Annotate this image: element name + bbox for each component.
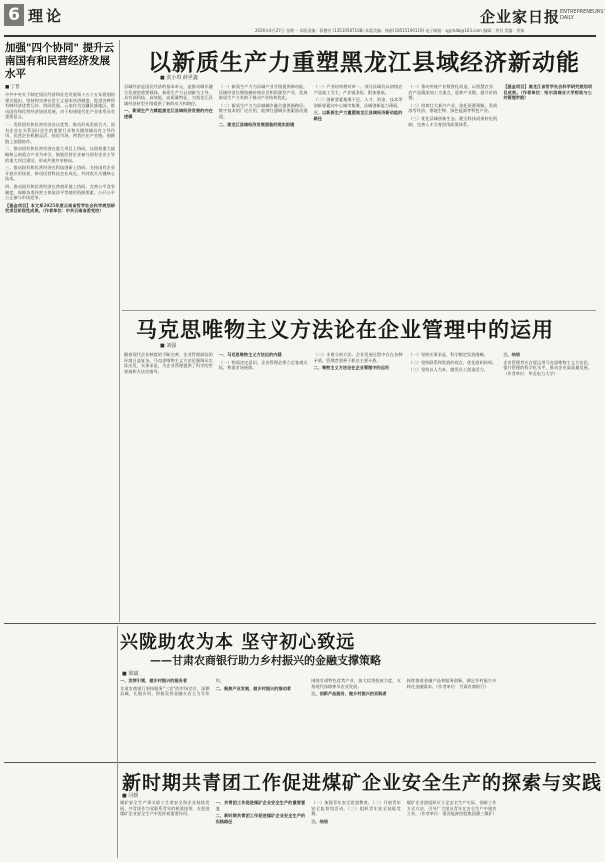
article3-paragraph: 甘肃农商银行坚持服务"三农"的市场定位，深耕县域，扎根乡村，积极发挥金融支农主力军作用。 (120, 678, 224, 697)
article3-subhead: 一、发挥引领，做乡村振兴的服务者 (120, 678, 188, 683)
sidebar-paragraph: 一、发挥国有和民营经济各自优势，推动形成发展合力。国有企业在关系国计民生的重要行业和关键领域具有主导作用，民营企业机制灵活、贴近市场，两者应在产业链、创新链上加强协作。 (5, 121, 115, 144)
sidebar-body (5, 92, 115, 414)
article1-paragraph: 县域经济是国民经济的基本单元，是推动城乡融合发展的重要载体。新质生产力以创新为主导，具有高科技、高效能、高质量特征，为黑龙江县域经济转型升级提供了新的动力和路径。 (124, 84, 213, 106)
article4-byline: ■ 闫媛 (122, 793, 139, 799)
section-divider (4, 762, 596, 763)
article3-subhead: 三、创新产品服务，做乡村振兴的实践者 (311, 691, 387, 697)
article1-subhead: 一、新质生产力赋能黑龙江县域经济发展的内在逻辑 (124, 108, 213, 119)
article2-paragraph: （三）坚持以人为本，激发员工创造活力。 (408, 367, 488, 373)
article2-body (124, 352, 592, 614)
article2-paragraph: 随着现代企业制度的不断完善，企业管理面临的环境日益复杂。马克思唯物主义方法论强调从实际出发、实事求是，为企业管理提供了科学的世界观和方法论指导。 (124, 352, 213, 374)
sidebar-author: ■ 丁晋 (5, 85, 20, 90)
article2-headline: 马克思唯物主义方法论在企业管理中的运用 (136, 317, 554, 342)
sidebar-paragraph: 二、推动国有和民营经济在重大项目上协同。以国家重大战略和云南重点产业为牵引，鼓励民营企业参与国有企业主导的重大项目建设，形成共建共享格局。 (5, 146, 115, 163)
paper-name-en: ENTREPRENEURS' DAILY (560, 9, 605, 21)
article4-subhead: 二、新时期共青团工作促进煤矿企业安全生产的实践路径 (215, 813, 306, 824)
article3-paragraph: 围绕甘肃特色优势产业，加大信贷投放力度，支持现代丝路寒旱农业发展。 (311, 678, 401, 689)
article2-subhead: 二、唯物主义方法论在企业管理中的运用 (313, 365, 389, 371)
article1-headline: 以新质生产力重塑黑龙江县域经济新动能 (148, 49, 580, 76)
section-divider (4, 623, 596, 624)
article3-body (120, 678, 592, 758)
article3-paragraph: 持续推进金融产品和服务创新，满足乡村振兴多样化金融需求。（作者单位：甘肃农商银行） (406, 678, 497, 689)
article3-subheadline: ——甘肃农商银行助力乡村振兴的金融支撑策略 (150, 654, 381, 667)
article2-paragraph: （二）坚持联系和发展的观点，优化组织结构。 (408, 359, 497, 365)
article2-subhead: 一、马克思唯物主义方法论的内涵 (218, 352, 282, 357)
article4-body (120, 800, 592, 858)
article1-paragraph: （二）新质生产力为县域城乡融合提供新路径。数字技术的广泛应用，能够打通城乡要素流动通道。 (218, 102, 308, 119)
column-divider (117, 626, 118, 858)
article2-paragraph: 企业管理者应自觉运用马克思唯物主义方法论，提升管理的科学化水平，推动企业高质量发展。（作者单位：华北电力大学） (503, 359, 592, 376)
article2-paragraph: （二）矛盾分析方法。企业发展过程中存在各种矛盾，管理者要善于抓住主要矛盾。 (313, 352, 403, 363)
section-number-badge: 6 (4, 4, 24, 26)
article1-paragraph: （三）优化县域创新生态。健全科技成果转化机制，完善人才引育留用政策体系。 (408, 115, 498, 127)
section-divider (122, 310, 596, 311)
article3-headline: 兴陇助农为本 坚守初心致远 (120, 632, 356, 653)
article1-paragraph: （一）新质生产力为县域产业升级提供新动能。县域经济长期依赖传统农业和资源型产业，发展新质生产力有助于推动产业结构优化。 (218, 84, 308, 101)
sidebar-paragraph: 中共中央关于制定国民经济和社会发展第十五个五年规划的建议提出，坚持和完善社会主义基本经济制度，促进各种所有制经济优势互补、协同发展。云南作为边疆民族地区，推动国有和民营经济协同发展，对于构建现代化产业体系具有重要意义。 (5, 92, 115, 120)
article1-paragraph: （二）培育壮大新兴产业。依托资源禀赋，发展冰雪经济、寒地生物、绿色能源等特色产业。 (408, 102, 498, 114)
article1-paragraph: （一）产业结构相对单一。部分县域仍以初级农产品加工为主，产业链条短、附加值低。 (313, 84, 403, 95)
article4-subhead: 三、结语 (311, 818, 328, 824)
sidebar-paragraph: 三、推动国有和民营经济在科技创新上协同。支持国有企业开放应用场景，带动民营科技企业成长，共同攻关关键核心技术。 (5, 165, 115, 182)
article4-paragraph: 煤矿安全生产事关职工生命安全和企业持续发展。共青团作为党联系青年的桥梁纽带，在促进煤矿企业安全生产中发挥着重要作用。 (120, 800, 210, 817)
article1-subhead: 二、黑龙江县域经济发展面临的现实困境 (218, 121, 295, 127)
sidebar-paragraph: 四、推动国有和民营经济在营商环境上协同。完善公平竞争制度，保障各类经营主体依法平等使用资源要素、公开公平公正参与市场竞争。 (5, 183, 115, 201)
article2-subhead: 三、结语 (503, 352, 520, 357)
article3-byline: ■ 梁斌 (122, 671, 139, 677)
article2-paragraph: （一）物质决定意识。企业管理必须立足客观实际，尊重市场规律。 (218, 359, 308, 371)
section-title: 理论 (28, 7, 65, 25)
article4-paragraph: （一）加强青年安全思想教育。（二）开展青年安全监督岗活动。（三）组织青年安全技能竞赛。 (311, 800, 401, 817)
article4-subhead: 一、共青团工作促进煤矿企业安全生产的重要意义 (215, 800, 306, 811)
column-divider (119, 40, 120, 622)
article4-headline: 新时期共青团工作促进煤矿企业安全生产的探索与实践 (122, 772, 603, 794)
article1-byline: ■ 张小琪 薛世鑫 (160, 75, 198, 81)
article2-byline: ■ 刘强 (160, 343, 177, 349)
article2-paragraph: （一）坚持实事求是，科学制定发展战略。 (408, 352, 488, 357)
article1-paragraph: （一）推动传统产业数智化改造。以智慧农业、农产品精深加工为重点，延伸产业链、提升价值链。 (408, 84, 498, 101)
article1-paragraph: （二）创新要素集聚不足。人才、资金、技术等创新要素向中心城市集聚，县域创新能力薄弱。 (313, 97, 403, 108)
article1-body (124, 84, 592, 306)
sidebar-headline: 加强"四个协同" 提升云南国有和民营经济发展水平 (5, 42, 115, 80)
paper-logo: 企业家日报 (479, 8, 560, 26)
article4-paragraph: 煤矿企业团组织应立足安全生产实际，创新工作方式方法，引导广大团员青年在安全生产中建功立业。（作者单位：淮河能源控股集团潘三煤矿） (406, 800, 497, 817)
sidebar-note: 【基金项目】本文系2025年度云南省哲学社会科学规划研究项目阶段性成果。（作者单位：中共云南省委党校） (5, 202, 115, 214)
article1-note: 【基金项目】黑龙江省哲学社会科学研究规划项目成果。（作者单位：哈尔滨商业大学财政与公共管理学院） (503, 84, 592, 101)
header-meta: 2026年4月27日 星期一 本版责编：蒋德芳 (13510587108) 本版美编：杨群(18515190119) 电子邮箱：qyjrbllb@163.com 编辑：秀君 美编：晋霖 (255, 28, 525, 33)
article1-subhead: 三、以新质生产力重塑黑龙江县域经济新动能的路径 (313, 110, 403, 121)
header-rule (4, 35, 596, 37)
article3-subhead: 二、聚焦产业发展，做乡村振兴的推动者 (215, 685, 291, 691)
